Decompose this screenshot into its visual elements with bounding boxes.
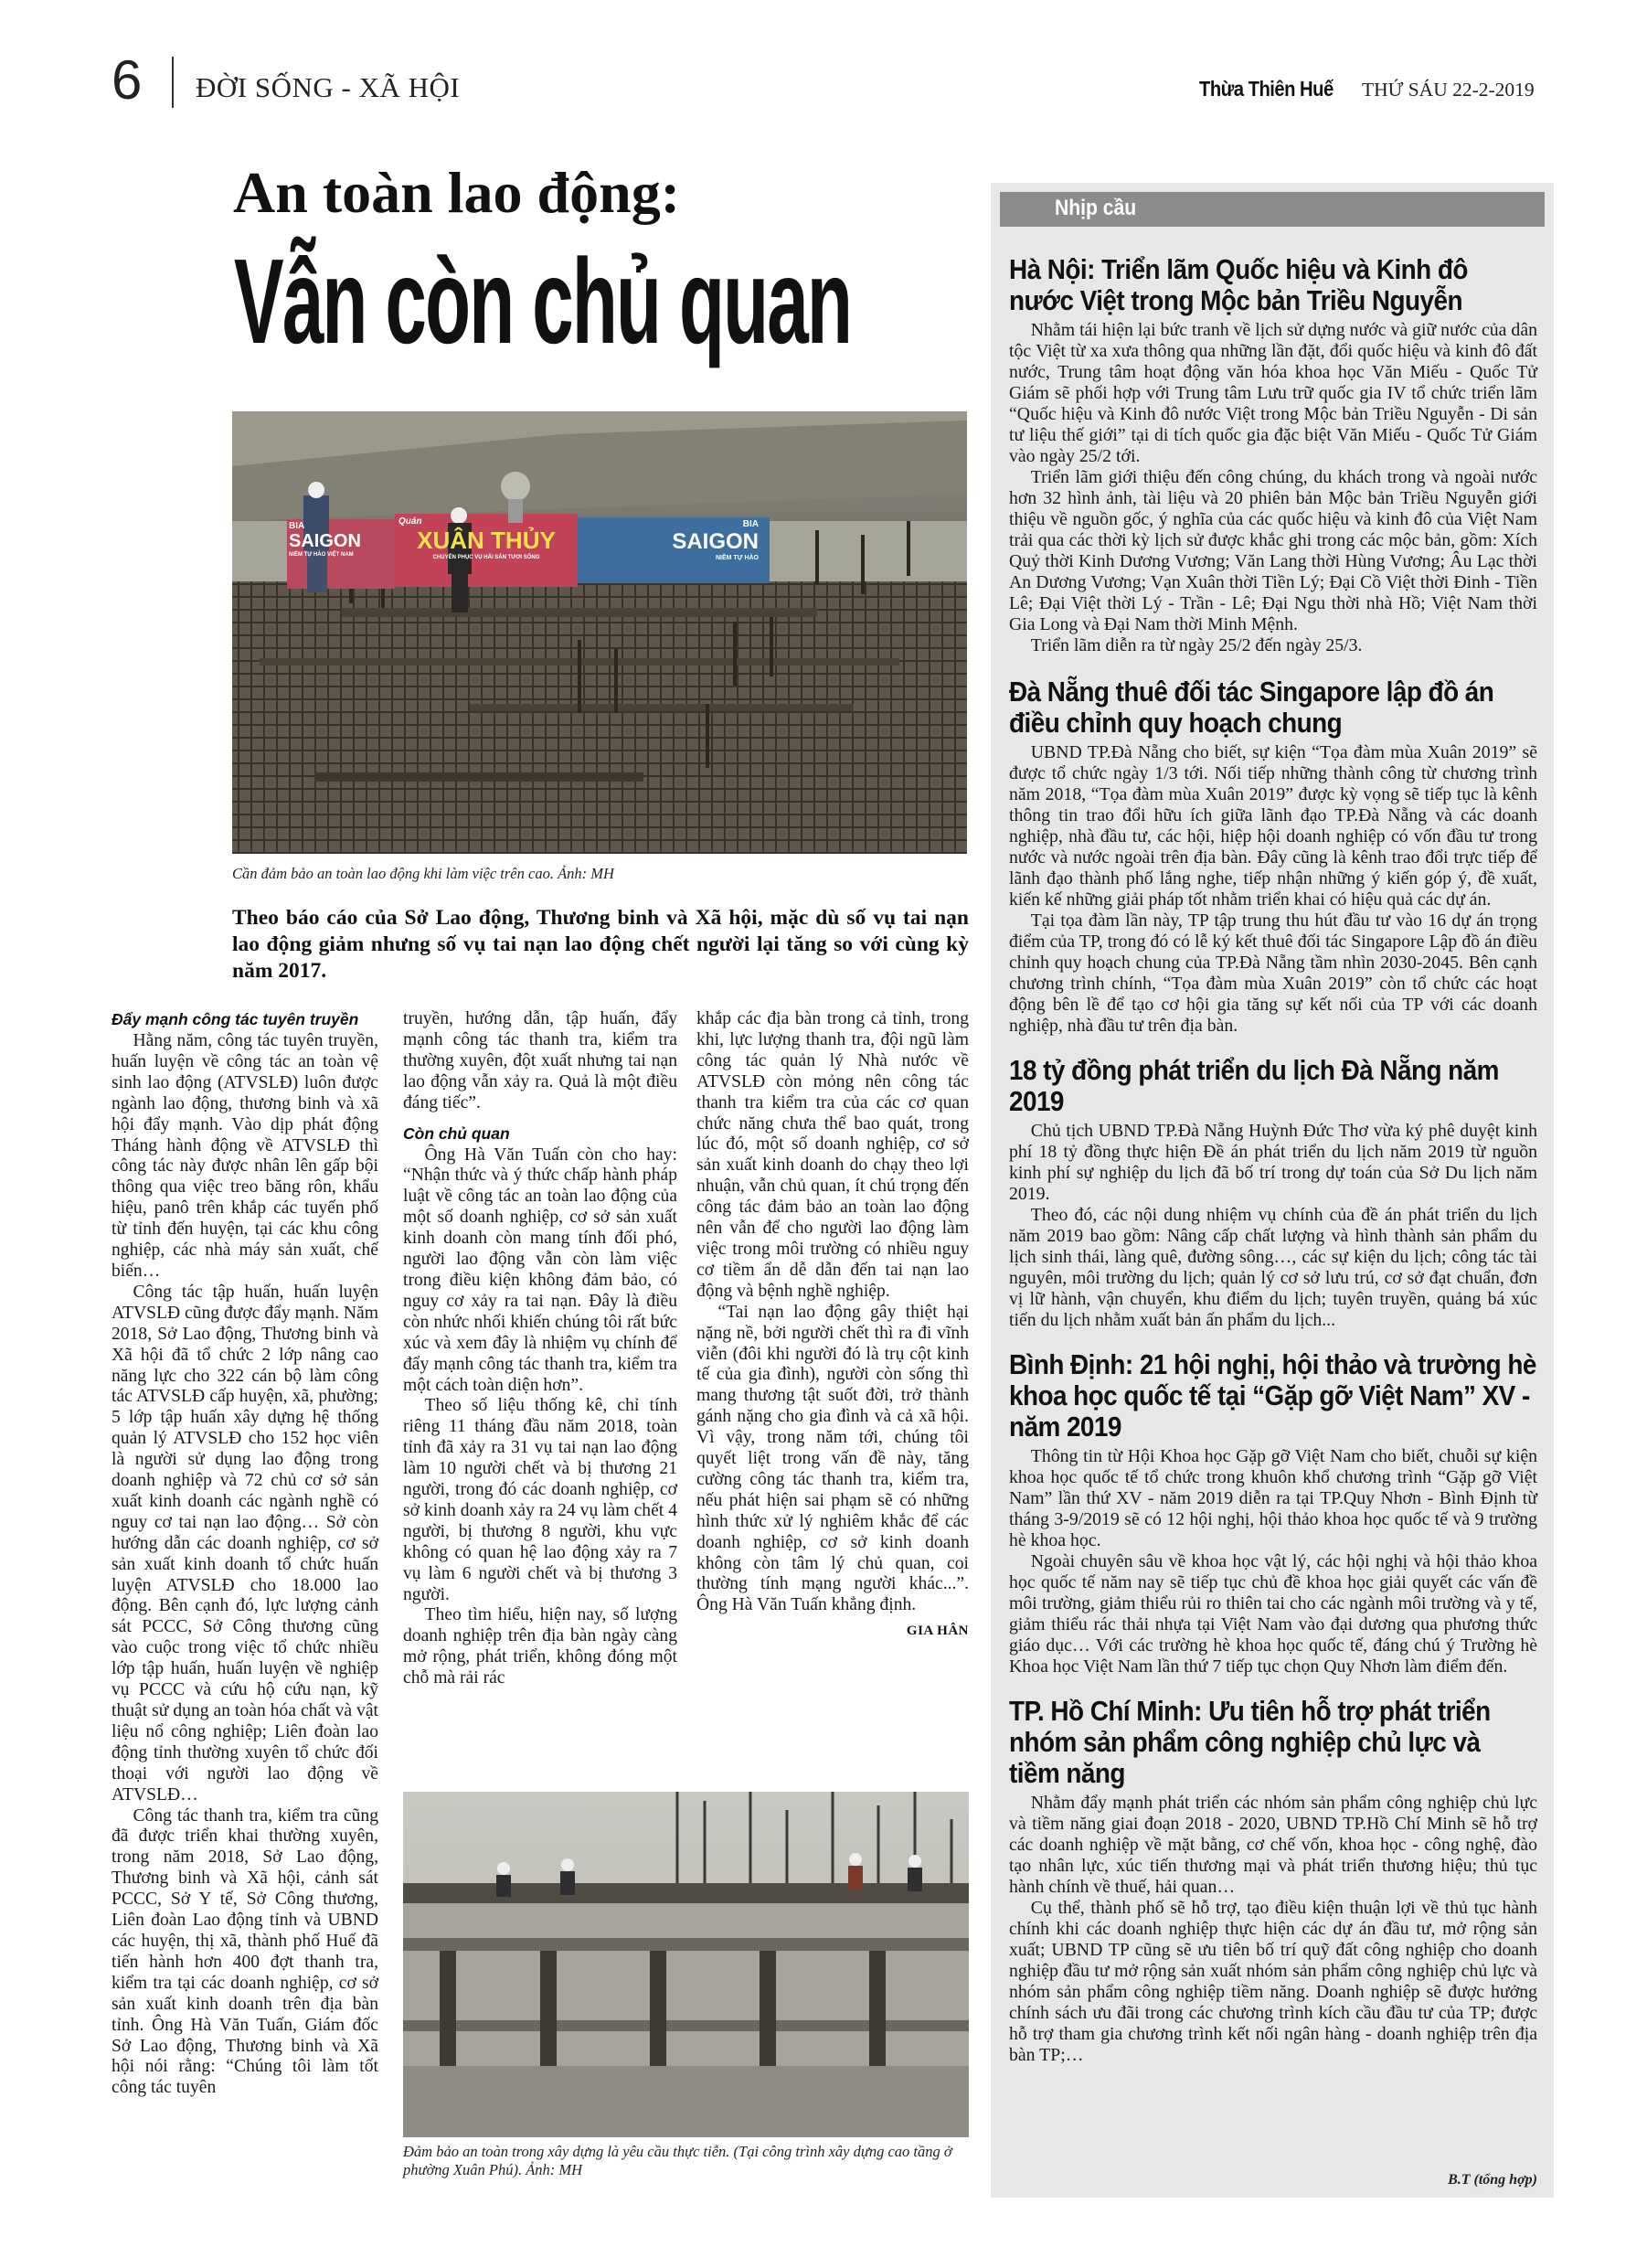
sidebar-item-paragraph: Cụ thể, thành phố sẽ hỗ trợ, tạo điều kiện thuận lợi về thủ tục hành chính khi các doanh nghiệp thực hiện các dự án đầu tư, mở rộng sản xuất; UBND TP cũng sẽ ưu tiên bố trí quỹ đất công nghiệp cho doanh nghiệp đầu tư mở rộng sản xuất nhóm sản phẩm công nghiệp chủ lực và nhóm sản phẩm công nghiệp tiềm năng. Doanh nghiệp sẽ được hưởng chính sách ưu đãi trong các chương trình kích cầu đầu tư của TP; được hỗ trợ tham gia chương trình kết nối ngân hàng - doanh nghiệp trên địa bàn TP;… xyxy=(1009,1898,1537,2065)
article-title: Vẫn còn chủ quan xyxy=(234,234,852,368)
col2-paragraph: truyền, hướng dẫn, tập huấn, đẩy mạnh công tác thanh tra, kiểm tra thường xuyên, đột xuất nhưng tai nạn lao động vẫn xảy ra. Quả là một điều đáng tiếc”. xyxy=(403,1009,677,1113)
sidebar-item-paragraph: Chủ tịch UBND TP.Đà Nẵng Huỳnh Đức Thơ vừa ký phê duyệt kinh phí 18 tỷ đồng thực hiện Đề án phát triển du lịch năm 2019 từ nguồn kinh phí sự nghiệp du lịch đã bố trí trong dự toán của Sở Du lịch năm 2019. xyxy=(1009,1121,1537,1204)
sign-middle: Quán XUÂN THỦY CHUYÊN PHỤC VỤ HẢI SẢN TƯƠI SỐNG xyxy=(398,516,556,560)
article-column-1 xyxy=(112,1009,378,2099)
subhead-propaganda: Đẩy mạnh công tác tuyên truyền xyxy=(112,1010,359,1028)
photo-rooftop-workers xyxy=(232,411,967,854)
col1-paragraph: Hằng năm, công tác tuyên truyền, huấn luyện về công tác an toàn vệ sinh lao động (ATVSLĐ) luôn được ngành lao động, thương binh và xã hội đẩy mạnh. Vào dịp phát động Tháng hành động về ATVSLĐ thì công tác này được nhân lên gấp bội thông qua việc treo băng rôn, khẩu hiệu, panô trên khắp các tuyến phố từ tỉnh đến huyện, tại các khu công nghiệp, các nhà máy sản xuất, chế biến… xyxy=(112,1031,378,1281)
col2-paragraph: Theo tìm hiểu, hiện nay, số lượng doanh nghiệp trên địa bàn ngày càng mở rộng, phát triển, không đóng một chỗ mà rải rác xyxy=(403,1605,677,1688)
sidebar-item-paragraph: Tại tọa đàm lần này, TP tập trung thu hút đầu tư vào 16 dự án trọng điểm của TP, trong đó có lễ ký kết thuê đối tác Singapore Lập đồ án điều chỉnh quy hoạch chung của TP.Đà Nẵng tầm nhìn 2030-2045. Bên cạnh chương trình chính, “Tọa đàm mùa Xuân 2019” còn tổ chức các hoạt động bên lề để tạo cơ hội gia tăng sự kết nối của TP với các doanh nghiệp, nhà đầu tư trên địa bàn. xyxy=(1009,910,1537,1036)
col3-paragraph: “Tai nạn lao động gây thiệt hại nặng nề, bởi người chết thì ra đi vĩnh viễn (đôi khi người đó là trụ cột kinh tế của gia đình), người còn sống thì mang thương tật suốt đời, trở thành gánh nặng cho gia đình và cả xã hội. Vì vậy, trong năm tới, chúng tôi quyết liệt trong vấn đề này, tăng cường công tác thanh tra, kiểm tra, nếu phát hiện sai phạm sẽ có những hình thức xử lý nghiêm khắc để các doanh nghiệp, cơ sở kinh doanh không còn tâm lý chủ quan, coi thường tính mạng người khác...”. Ông Hà Văn Tuấn khẳng định. xyxy=(696,1302,969,1615)
sidebar-item-title: Hà Nội: Triển lãm Quốc hiệu và Kinh đô nước Việt trong Mộc bản Triều Nguyễn xyxy=(1009,253,1468,316)
sidebar-item-title: TP. Hồ Chí Minh: Ưu tiên hỗ trợ phát triển nhóm sản phẩm công nghiệp chủ lực và tiềm năng xyxy=(1009,1695,1491,1789)
photo-construction-site xyxy=(403,1792,969,2137)
sidebar-item-paragraph: Ngoài chuyên sâu về khoa học vật lý, các hội nghị và hội thảo khoa học quốc tế năm nay sẽ tiếp tục chủ đề khoa học giải quyết các vấn đề môi trường, giảm thiểu rủi ro thiên tai cho các ngành môi trường và y tế, giảm thiểu rác thải nhựa tại Việt Nam vào đại dương qua phương thức giáo dục… Với các trường hè khoa học quốc tế, đáng chú ý Trường hè Khoa học Việt Nam lần thứ 7 tiếp tục chọn Quy Nhơn làm điểm đến. xyxy=(1009,1551,1537,1677)
page-header xyxy=(0,0,1647,137)
sidebar-item-paragraph: UBND TP.Đà Nẵng cho biết, sự kiện “Tọa đàm mùa Xuân 2019” sẽ được tổ chức ngày 1/3 tới. Nối tiếp những thành công từ chương trình năm 2018, “Tọa đàm mùa Xuân 2019” được kỳ vọng sẽ tiếp tục là kênh thông tin trao đổi hữu ích giữa lãnh đạo TP.Đà Nẵng và các doanh nghiệp, nhà đầu tư, các hội, hiệp hội doanh nghiệp có vốn đầu tư trong nước và nước ngoài trên địa bàn. Đây cũng là kênh trao đổi trực tiếp để lãnh đạo thành phố lắng nghe, tiếp nhận những ý kiến góp ý, đề xuất, kiến kế những giải pháp tốt nhằm triển khai có hiệu quả các dự án. xyxy=(1009,742,1537,910)
sidebar-item-paragraph: Nhằm đẩy mạnh phát triển các nhóm sản phẩm công nghiệp chủ lực và tiềm năng giai đoạn 2018 - 2020, UBND TP.Hồ Chí Minh sẽ hỗ trợ các doanh nghiệp về mặt bằng, cơ chế vốn, khoa học - công nghệ, đào tạo nhân lực, xúc tiến thương mại và phát triển thương hiệu; thủ tục hành chính về thuế, hải quan… xyxy=(1009,1793,1537,1897)
article-author: GIA HÂN xyxy=(906,1624,969,1639)
sidebar-item-title: Đà Nẵng thuê đối tác Singapore lập đồ án điều chỉnh quy hoạch chung xyxy=(1009,676,1494,739)
sign-right: BIA SAIGON NIỀM TỰ HÀO xyxy=(672,519,759,561)
article-kicker: An toàn lao động: xyxy=(233,160,680,225)
sidebar-item xyxy=(1009,1696,1537,2066)
sidebar-item-title: Bình Định: 21 hội nghị, hội thảo và trường hè khoa học quốc tế tại “Gặp gỡ Việt Nam” XV - năm 2019 xyxy=(1009,1348,1536,1443)
photo1-caption: Cần đảm bảo an toàn lao động khi làm việc trên cao. Ảnh: MH xyxy=(232,865,614,882)
photo2-caption: Đảm bảo an toàn trong xây dựng là yêu cầu thực tiễn. (Tại công trình xây dựng cao tầng ở phường Xuân Phú). Ảnh: MH xyxy=(403,2143,952,2178)
newspaper-name: Thừa Thiên Huế xyxy=(1199,77,1334,101)
sidebar-item-paragraph: Triển lãm diễn ra từ ngày 25/2 đến ngày 25/3. xyxy=(1030,635,1363,655)
sidebar-item-paragraph: Nhằm tái hiện lại bức tranh về lịch sử dựng nước và giữ nước của dân tộc Việt từ xa xưa thông qua những lần đặt, đổi quốc hiệu và kinh đô đất nước, Trung tâm hoạt động văn hóa khoa học Văn Miếu - Quốc Tử Giám sẽ phối hợp với Trung tâm Lưu trữ quốc gia IV tổ chức triển lãm “Quốc hiệu và Kinh đô nước Việt trong Mộc bản Triều Nguyễn - Di sản tư liệu thế giới” tại di tích quốc gia đặc biệt Văn Miếu - Quốc Tử Giám vào ngày 25/2 tới. xyxy=(1009,320,1537,466)
article-column-2 xyxy=(403,1009,677,1689)
col2-paragraph: Theo số liệu thống kê, chỉ tính riêng 11 tháng đầu năm 2018, toàn tỉnh đã xảy ra 31 vụ tai nạn lao động làm 10 người chết và bị thương 21 người, trong đó các doanh nghiệp, cơ sở kinh doanh xảy ra 24 vụ làm chết 4 người, bị thương 8 người, khu vực không có quan hệ lao động xảy ra 7 vụ làm 6 người chết và bị thương 3 người. xyxy=(403,1396,677,1604)
sidebar-item xyxy=(1009,254,1537,656)
sign-left: BIA SAIGON NIỀM TỰ HÀO VIỆT NAM xyxy=(289,521,361,558)
sidebar-item-paragraph: Thông tin từ Hội Khoa học Gặp gỡ Việt Nam cho biết, chuỗi sự kiện khoa học quốc tế tổ chức trong khuôn khổ chương trình “Gặp gỡ Việt Nam” lần thứ XV - năm 2019 diễn ra tại TP.Quy Nhơn - Bình Định từ tháng 3-9/2019 sẽ có 12 hội nghị, hội thảo khoa học quốc tế và 9 trường hè khoa học. xyxy=(1009,1446,1537,1550)
sidebar-content xyxy=(1009,254,1537,2066)
header-divider xyxy=(172,57,174,108)
col3-paragraph: khắp các địa bàn trong cả tỉnh, trong khi, lực lượng thanh tra, đội ngũ làm công tác quản lý Nhà nước về ATVSLĐ còn mỏng nên công tác thanh tra kiểm tra của các cơ quan chức năng chưa thể bao quát, trong lúc đó, một số doanh nghiệp, cơ sở sản xuất kinh doanh do chạy theo lợi nhuận, vẫn chủ quan, ít chú trọng đến công tác đảm bảo an toàn lao động nên vẫn để cho người lao động làm việc trong môi trường có nhiều nguy cơ tiềm ẩn dễ dẫn đến tai nạn lao động và bệnh nghề nghiệp. xyxy=(696,1009,969,1301)
article-lead: Theo báo cáo của Sở Lao động, Thương binh và Xã hội, mặc dù số vụ tai nạn lao động giảm nhưng số vụ tai nạn lao động chết người lại tăng so với cùng kỳ năm 2017. xyxy=(232,906,969,983)
sidebar-item xyxy=(1009,676,1537,1037)
subhead-still-complacent: Còn chủ quan xyxy=(403,1123,510,1143)
section-name: ĐỜI SỐNG - XÃ HỘI xyxy=(196,71,461,103)
sidebar-label: Nhịp cầu xyxy=(1055,196,1137,220)
sidebar-item-title: 18 tỷ đồng phát triển du lịch Đà Nẵng năm 2019 xyxy=(1009,1054,1499,1117)
sidebar-item xyxy=(1009,1349,1537,1677)
sidebar-box xyxy=(991,183,1554,2198)
sidebar-item xyxy=(1009,1055,1537,1331)
issue-date: THỨ SÁU 22-2-2019 xyxy=(1362,79,1535,101)
col1-paragraph: Công tác tập huấn, huấn luyện ATVSLĐ cũng được đẩy mạnh. Năm 2018, Sở Lao động, Thương binh và Xã hội đã tổ chức 2 lớp nâng cao năng lực cho 322 cán bộ làm công tác ATVSLĐ cấp huyện, xã, phường; 5 lớp tập huấn xây dựng hệ thống quản lý ATVSLĐ cho 152 học viên là người sử dụng lao động trong doanh nghiệp và 72 chủ cơ sở sản xuất kinh doanh các ngành nghề có nguy cơ tai nạn lao động… Sở còn hướng dẫn các doanh nghiệp, cơ sở sản xuất kinh doanh tổ chức huấn luyện ATVSLĐ cho 18.000 lao động. Bên cạnh đó, lực lượng cảnh sát PCCC, Sở Công thương cũng vào cuộc trong việc tổ chức nhiều lớp tập huấn, huấn luyện về nghiệp vụ PCCC và cứu hộ cứu nạn, kỹ thuật sử dụng an toàn hóa chất và vật liệu nổ công nghiệp; Liên đoàn lao động tỉnh thường xuyên tổ chức đối thoại với người lao động về ATVSLĐ… xyxy=(112,1282,378,1805)
sidebar-credit: B.T (tổng hợp) xyxy=(1448,2172,1537,2188)
sidebar-item-paragraph: Triển lãm giới thiệu đến công chúng, du khách trong và ngoài nước hơn 32 hình ảnh, tài liệu và 20 phiên bản Mộc bản Triều Nguyễn giới thiệu về nguồn gốc, ý nghĩa của các quốc hiệu và kinh đô của Việt Nam trải qua các thời kỳ lịch sử được khắc ghi trong các mộc bản, gồm: Xích Quỷ thời Kinh Dương Vương; Văn Lang thời Hùng Vương; Âu Lạc thời An Dương Vương; Vạn Xuân thời Tiền Lý; Đại Cồ Việt thời Đinh - Tiền Lê; Đại Việt thời Lý - Trần - Lê; Đại Ngu thời nhà Hồ; Việt Nam thời Gia Long và Đại Nam thời Minh Mệnh. xyxy=(1009,467,1537,634)
col2-paragraph: Ông Hà Văn Tuấn còn cho hay: “Nhận thức và ý thức chấp hành pháp luật về công tác an toàn lao động của một số doanh nghiệp, cơ sở sản xuất kinh doanh còn mang tính đối phó, người lao động vẫn còn làm việc trong điều kiện không đảm bảo, có nguy cơ xảy ra tai nạn. Đây là điều còn nhức nhối khiến chúng tôi rất bức xúc và xem đây là nhiệm vụ chính để đẩy mạnh công tác thanh tra, kiểm tra một cách toàn diện hơn”. xyxy=(403,1145,677,1395)
col1-paragraph: Công tác thanh tra, kiểm tra cũng đã được triển khai thường xuyên, trong năm 2018, Sở Lao động, Thương binh và Xã hội, cảnh sát PCCC, Sở Y tế, Sở Công thương, Liên đoàn Lao động tỉnh và UBND các huyện, thị xã, thành phố Huế đã tiến hành hơn 400 đợt thanh tra, kiểm tra tại các doanh nghiệp, cơ sở sản xuất kinh doanh trên địa bàn tỉnh. Ông Hà Văn Tuấn, Giám đốc Sở Lao động, Thương binh và Xã hội nói rằng: “Chúng tôi làm tốt công tác tuyên xyxy=(112,1805,378,2098)
sidebar-item-paragraph: Theo đó, các nội dung nhiệm vụ chính của đề án phát triển du lịch năm 2019 bao gồm: Nâng cấp chất lượng và hình thành sản phẩm du lịch sinh thái, làng quê, đường sông…, các sự kiện du lịch; công tác tài nguyên, môi trường du lịch; quản lý cơ sở lưu trú, cơ sở đạt chuẩn, đơn vị lữ hành, vận chuyển, khu điểm du lịch; tuyên truyền, quảng bá xúc tiến du lịch nhằm xuất bản ấn phẩm du lịch... xyxy=(1009,1205,1537,1330)
page-number: 6 xyxy=(112,49,143,111)
article-column-3 xyxy=(696,1009,969,1639)
